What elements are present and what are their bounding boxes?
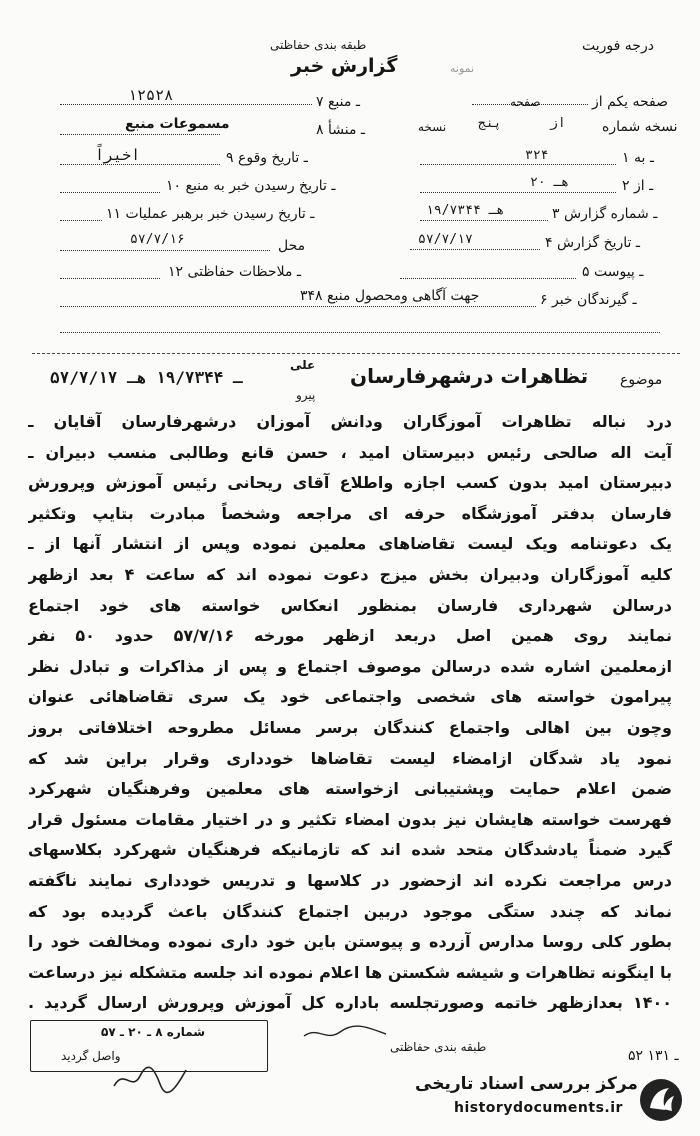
field-7-value: ۱۲۵۲۸ — [128, 86, 174, 104]
field-9-value: اخیراً — [95, 146, 141, 164]
field-place-value: ۵۷/۷/۱۶ — [130, 232, 185, 247]
field-page-word: صفحه — [510, 95, 541, 109]
field-2-value: ۲۰ هـ — [530, 175, 570, 190]
field-10-label: ۱۰ ـ تاریخ رسیدن خبر به منبع — [166, 178, 336, 194]
field-8-label: ۸ ـ منشأ — [316, 122, 366, 138]
field-copy-word: نسخه — [418, 120, 447, 134]
field-1-label: ۱ ـ به — [622, 150, 654, 166]
stamp-number: شماره ۸ ـ ۲۰ ـ ۵۷ — [101, 1025, 206, 1039]
body-line: کلیه آموزگاران ودبیران بخش میزج دعوت نموده اند که ساعت ۴ بعد ازظهر — [28, 564, 672, 584]
subject-handwritten-top: علی — [290, 358, 316, 372]
stamp-received: واصل گردید — [61, 1049, 121, 1063]
body-line: بطور کلی روسا مدارس آزرده و پیوستن باین خود داری نموده ومخالفت خود را — [28, 932, 672, 952]
body-line: وچون بین اهالی واجتماع کنندگان برسر مسائل مطروحه اختلافاتی بروز — [28, 717, 672, 737]
field-7-label: ۷ ـ منبع — [316, 94, 360, 110]
subject-reference: ۵۷/۷/۱۷ ـ ۱۹/۷۳۴۴ هـ — [50, 368, 243, 387]
subject-handwritten-bottom: پیرو — [296, 388, 316, 402]
body-line: آیت اله صالحی رئیس دبیرستان امید ، حسن قانع وطالبی منسب دبیران ـ — [28, 442, 672, 462]
field-11-label: ۱۱ ـ تاریخ رسیدن خبر برهبر عملیات — [106, 206, 315, 222]
field-12-label: ۱۲ ـ ملاحظات حفاظتی — [168, 264, 301, 280]
body-line: نمایند روی همین اصل دربعد ازظهر مورخه ۵۷/۷/۱۶ حدود ۵۰ نفر — [28, 626, 672, 646]
body-line: فهرست خواسته هایشان نیز بدون امضاء تکثیر و در اختیار مقامات مسئول قرار — [28, 809, 672, 829]
page-code: ۵۲ ـ ۱۳۱ — [628, 1048, 679, 1064]
archive-logo-icon — [639, 1078, 683, 1122]
subject-value: تظاهرات درشهرفارسان — [350, 364, 589, 388]
field-place-label: محل — [278, 238, 306, 254]
form-title: گزارش خبر — [291, 55, 398, 77]
archive-url[interactable]: historydocuments.ir — [454, 1100, 623, 1116]
field-4-label: ۴ ـ تاریخ گزارش — [545, 235, 640, 251]
archive-name: مرکز بررسی اسناد تاریخی — [415, 1074, 638, 1094]
field-2-label: ۲ ـ از — [622, 178, 654, 194]
field-copy-label: نسخه شماره — [602, 119, 678, 135]
body-line: ۱۴۰۰ بعدازظهر خاتمه وصورتجلسه باداره کل آموزش وپرورش ارسال گردید . — [28, 993, 672, 1013]
priority-label: درجه فوریت — [582, 38, 654, 54]
body-line: درد نباله تظاهرات آموزگاران ودانش آموزان درشهرفارسان آقایان ـ — [28, 412, 672, 431]
body-line: فارسان بدفتر آموزشگاه حرفه ای مراجعه وشخصاً مبادرت بتایپ وتکثیر — [28, 503, 672, 523]
body-line: پیرامون خواسته های شخصی واجتماعی خود یک سری تقاضاهائی عنوان — [28, 687, 672, 707]
body-line: یک دعوتنامه ویک لیست تقاضاهای معلمین نموده وپس از انتشار آنها از ـ — [28, 534, 672, 554]
field-4-value: ۵۷/۷/۱۷ — [418, 232, 473, 247]
field-3-value: ۱۹/۷۳۴۴ هـ — [426, 203, 505, 218]
initials-scribble — [300, 1022, 390, 1044]
header-separator — [32, 353, 680, 354]
body-line: گیرد ضمناً یادشدگان متحد شده اند که تازمانیکه فرهنگیان شهرکرد بکلاسهای — [28, 840, 672, 860]
body-line: درسالن شهرداری فارسان بمنظور انعکاس خواسته های خود اجتماع — [28, 595, 672, 615]
subject-label: موضوع — [620, 372, 663, 388]
footer-classification: طبقه بندی حفاظتی — [390, 1040, 487, 1054]
field-6-label: ۶ ـ گیرندگان خبر — [540, 292, 637, 308]
report-body — [28, 407, 672, 1019]
body-line: نمود یاد شدگان ازامضاء لیست تقاضاها خودداری وقرار براین شد که — [28, 748, 672, 768]
field-1-value: ۳۲۴ — [525, 148, 549, 163]
body-line: ضمن اعلام حمایت وپشتیبانی ازخواسته های معلمین وفرهنگیان شهرکرد — [28, 779, 672, 799]
field-page-label: صفحه یکم از — [592, 94, 669, 110]
field-9-label: ۹ ـ تاریخ وقوع — [226, 150, 308, 166]
field-5-label: ۵ ـ پیوست — [582, 264, 644, 280]
classification-label: طبقه بندی حفاظتی — [270, 38, 367, 52]
watermark-text: نمونه — [450, 62, 475, 75]
field-8-value: مسموعات منبع — [125, 116, 230, 132]
body-line: ازمعلمین اشاره شده درسالن موصوف اجتماع و پس از مذاکرات و تبادل نظر — [28, 656, 672, 676]
body-line: نماند که چندد ستگی موجود دربین اجتماع کنندگان باعث گردیده بود که — [28, 901, 672, 921]
field-6-value: ۳۴۸ جهت آگاهی ومحصول منبع — [300, 288, 480, 304]
body-line: دبیرستان امید بدون کسب اجازه واطلاع آقای ریحانی رئیس آموزش وپرورش — [28, 473, 672, 493]
body-line: با اینگونه تظاهرات و شیشه شکستن ها اعلام نموده اند جلسه متشکله نیز درساعت — [28, 962, 672, 982]
field-copy-count: پنج — [478, 116, 502, 131]
body-line: درس مراجعت نکرده اند ازحضور در کلاسها و تدریس خودداری نمایند ناگفته — [28, 870, 672, 890]
field-3-label: ۳ ـ شماره گزارش — [552, 206, 658, 222]
field-copy-from: از — [550, 116, 566, 131]
signature-scribble — [110, 1062, 190, 1096]
